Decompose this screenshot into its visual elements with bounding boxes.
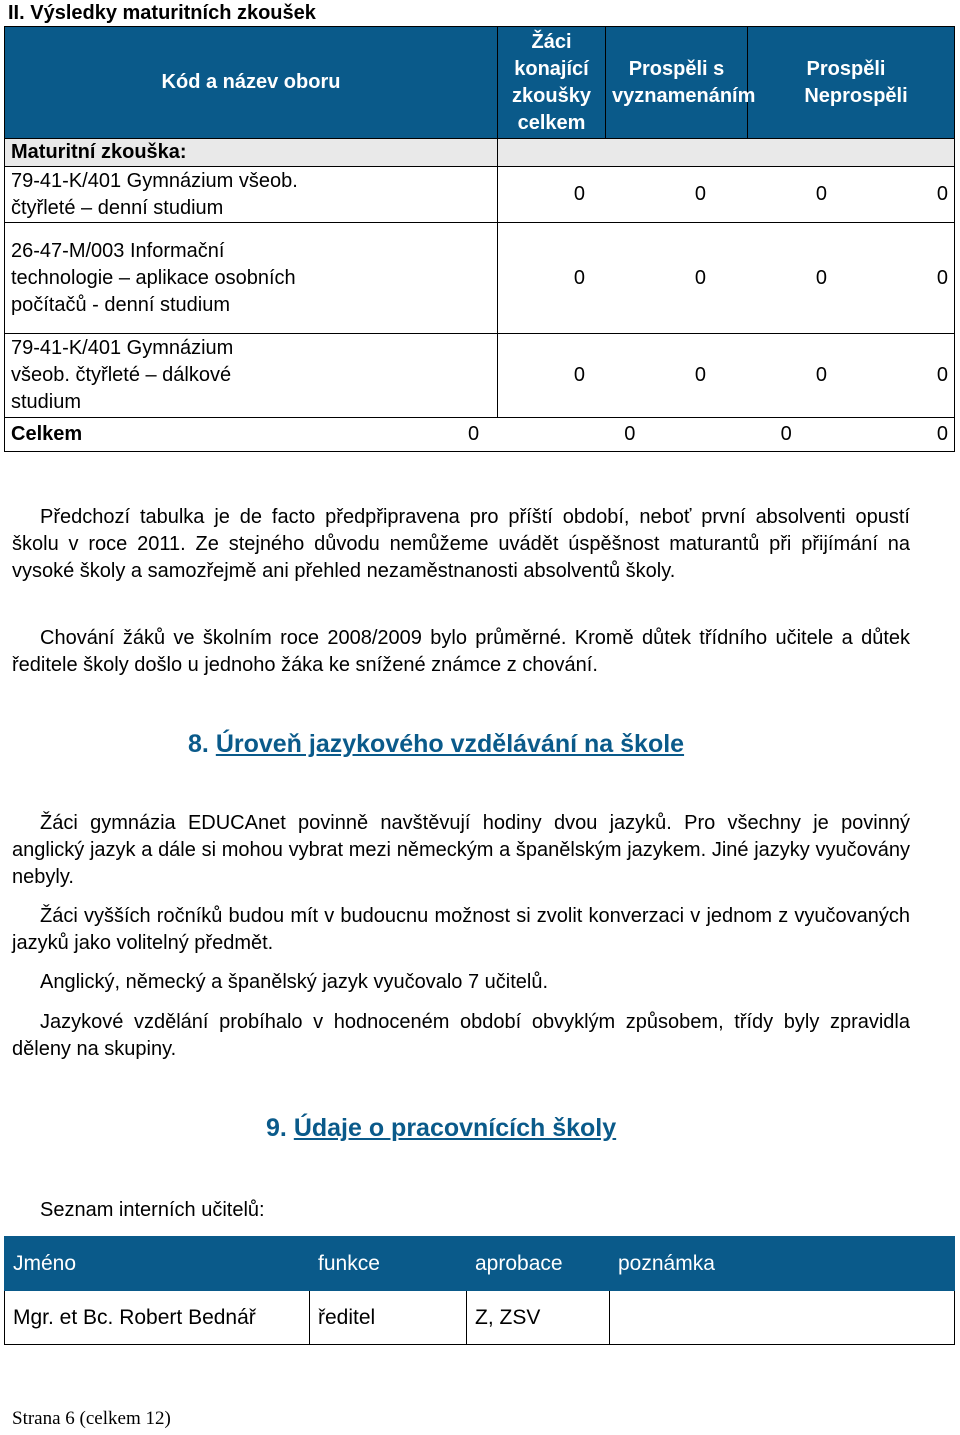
staff-header-note: poznámka bbox=[610, 1237, 955, 1291]
row-value: 0 bbox=[936, 266, 948, 289]
paragraph-conversation: Žáci vyšších ročníků budou mít v budoucnu možnost si zvolit konverzaci v jednom z vyučovaných jazyků jako volitelný předmět. bbox=[12, 905, 910, 954]
staff-header-function: funkce bbox=[310, 1237, 467, 1291]
results-table bbox=[4, 26, 955, 452]
header-prospeli bbox=[748, 27, 955, 139]
table-row-total bbox=[5, 418, 955, 452]
staff-header-qualification: aprobace bbox=[467, 1237, 610, 1291]
subheader-maturita: Maturitní zkouška: bbox=[5, 139, 498, 167]
row-value: 0 bbox=[573, 183, 585, 205]
section-8-number: 8. bbox=[188, 730, 209, 758]
header-neprospeli-label: Neprospěli bbox=[804, 84, 908, 107]
total-label: Celkem bbox=[11, 423, 83, 445]
row-name: 79-41-K/401 Gymnázium všeob. čtyřleté – dálkové studium bbox=[5, 334, 498, 418]
row-value: 0 bbox=[694, 183, 706, 205]
total-value: 0 bbox=[468, 423, 480, 445]
header-celkem: Žáci konající zkoušky celkem bbox=[498, 27, 606, 139]
total-value: 0 bbox=[624, 423, 636, 445]
row-value: 0 bbox=[815, 266, 827, 289]
section-9-title: Údaje o pracovnících školy bbox=[293, 1114, 617, 1142]
paragraph-results-note: Předchozí tabulka je de facto předpřipravena pro příští období, neboť první absolventi opustí školu v roce 2011. Ze stejného důvodu nemůžeme uvádět úspěšnost maturantů při přijímání na vysoké školy a samozřejmě ani přehled nezaměstnanosti absolventů školy. bbox=[12, 506, 910, 582]
header-obor: Kód a název oboru bbox=[5, 27, 498, 139]
row-value: 0 bbox=[694, 266, 706, 289]
row-value: 0 bbox=[815, 183, 827, 205]
row-value: 0 bbox=[694, 364, 706, 386]
staff-function: ředitel bbox=[310, 1291, 467, 1345]
table-row bbox=[5, 1291, 955, 1345]
row-name: 79-41-K/401 Gymnázium všeob. čtyřleté – denní studium bbox=[5, 167, 498, 223]
table-row bbox=[5, 167, 955, 223]
staff-header-name: Jméno bbox=[5, 1237, 310, 1291]
section-title: II. Výsledky maturitních zkoušek bbox=[8, 2, 316, 24]
staff-name: Mgr. et Bc. Robert Bednář bbox=[5, 1291, 310, 1345]
total-value: 0 bbox=[780, 423, 792, 445]
staff-qualification: Z, ZSV bbox=[467, 1291, 610, 1345]
section-9-heading bbox=[266, 1114, 616, 1143]
row-value: 0 bbox=[936, 364, 948, 386]
table-row bbox=[5, 334, 955, 418]
page-footer: Strana 6 (celkem 12) bbox=[12, 1408, 171, 1429]
section-8-heading bbox=[188, 730, 684, 759]
paragraph-groups: Jazykové vzdělání probíhalo v hodnoceném období obvyklým způsobem, třídy byly zpravidla děleny na skupiny. bbox=[12, 1011, 910, 1060]
paragraph-behavior: Chování žáků ve školním roce 2008/2009 bylo průměrné. Kromě důtek třídního učitele a důtek ředitele školy došlo u jednoho žáka ke snížené známce z chování. bbox=[12, 627, 910, 676]
row-name: 26-47-M/003 Informační technologie – aplikace osobních počítačů - denní studium bbox=[5, 223, 498, 334]
section-8-title: Úroveň jazykového vzdělávání na škole bbox=[215, 730, 685, 758]
paragraph-teachers-count: Anglický, německý a španělský jazyk vyučovalo 7 učitelů. bbox=[40, 971, 549, 993]
row-value: 0 bbox=[573, 266, 585, 289]
row-value: 0 bbox=[936, 183, 948, 205]
total-value: 0 bbox=[936, 423, 948, 445]
staff-list-caption: Seznam interních učitelů: bbox=[40, 1199, 265, 1221]
table-row bbox=[5, 223, 955, 334]
paragraph-languages: Žáci gymnázia EDUCAnet povinně navštěvují hodiny dvou jazyků. Pro všechny je povinný anglický jazyk a dále si mohou vybrat mezi německým a španělským jazykem. Jiné jazyky vyučovány nebyly. bbox=[12, 812, 910, 888]
header-prospeli-label: Prospěli bbox=[806, 57, 886, 80]
staff-table bbox=[4, 1236, 955, 1345]
section-9-number: 9. bbox=[266, 1114, 287, 1142]
row-value: 0 bbox=[815, 364, 827, 386]
staff-note bbox=[610, 1291, 955, 1345]
row-value: 0 bbox=[573, 364, 585, 386]
header-vyznamenani: Prospěli s vyznamenáním bbox=[606, 27, 748, 139]
